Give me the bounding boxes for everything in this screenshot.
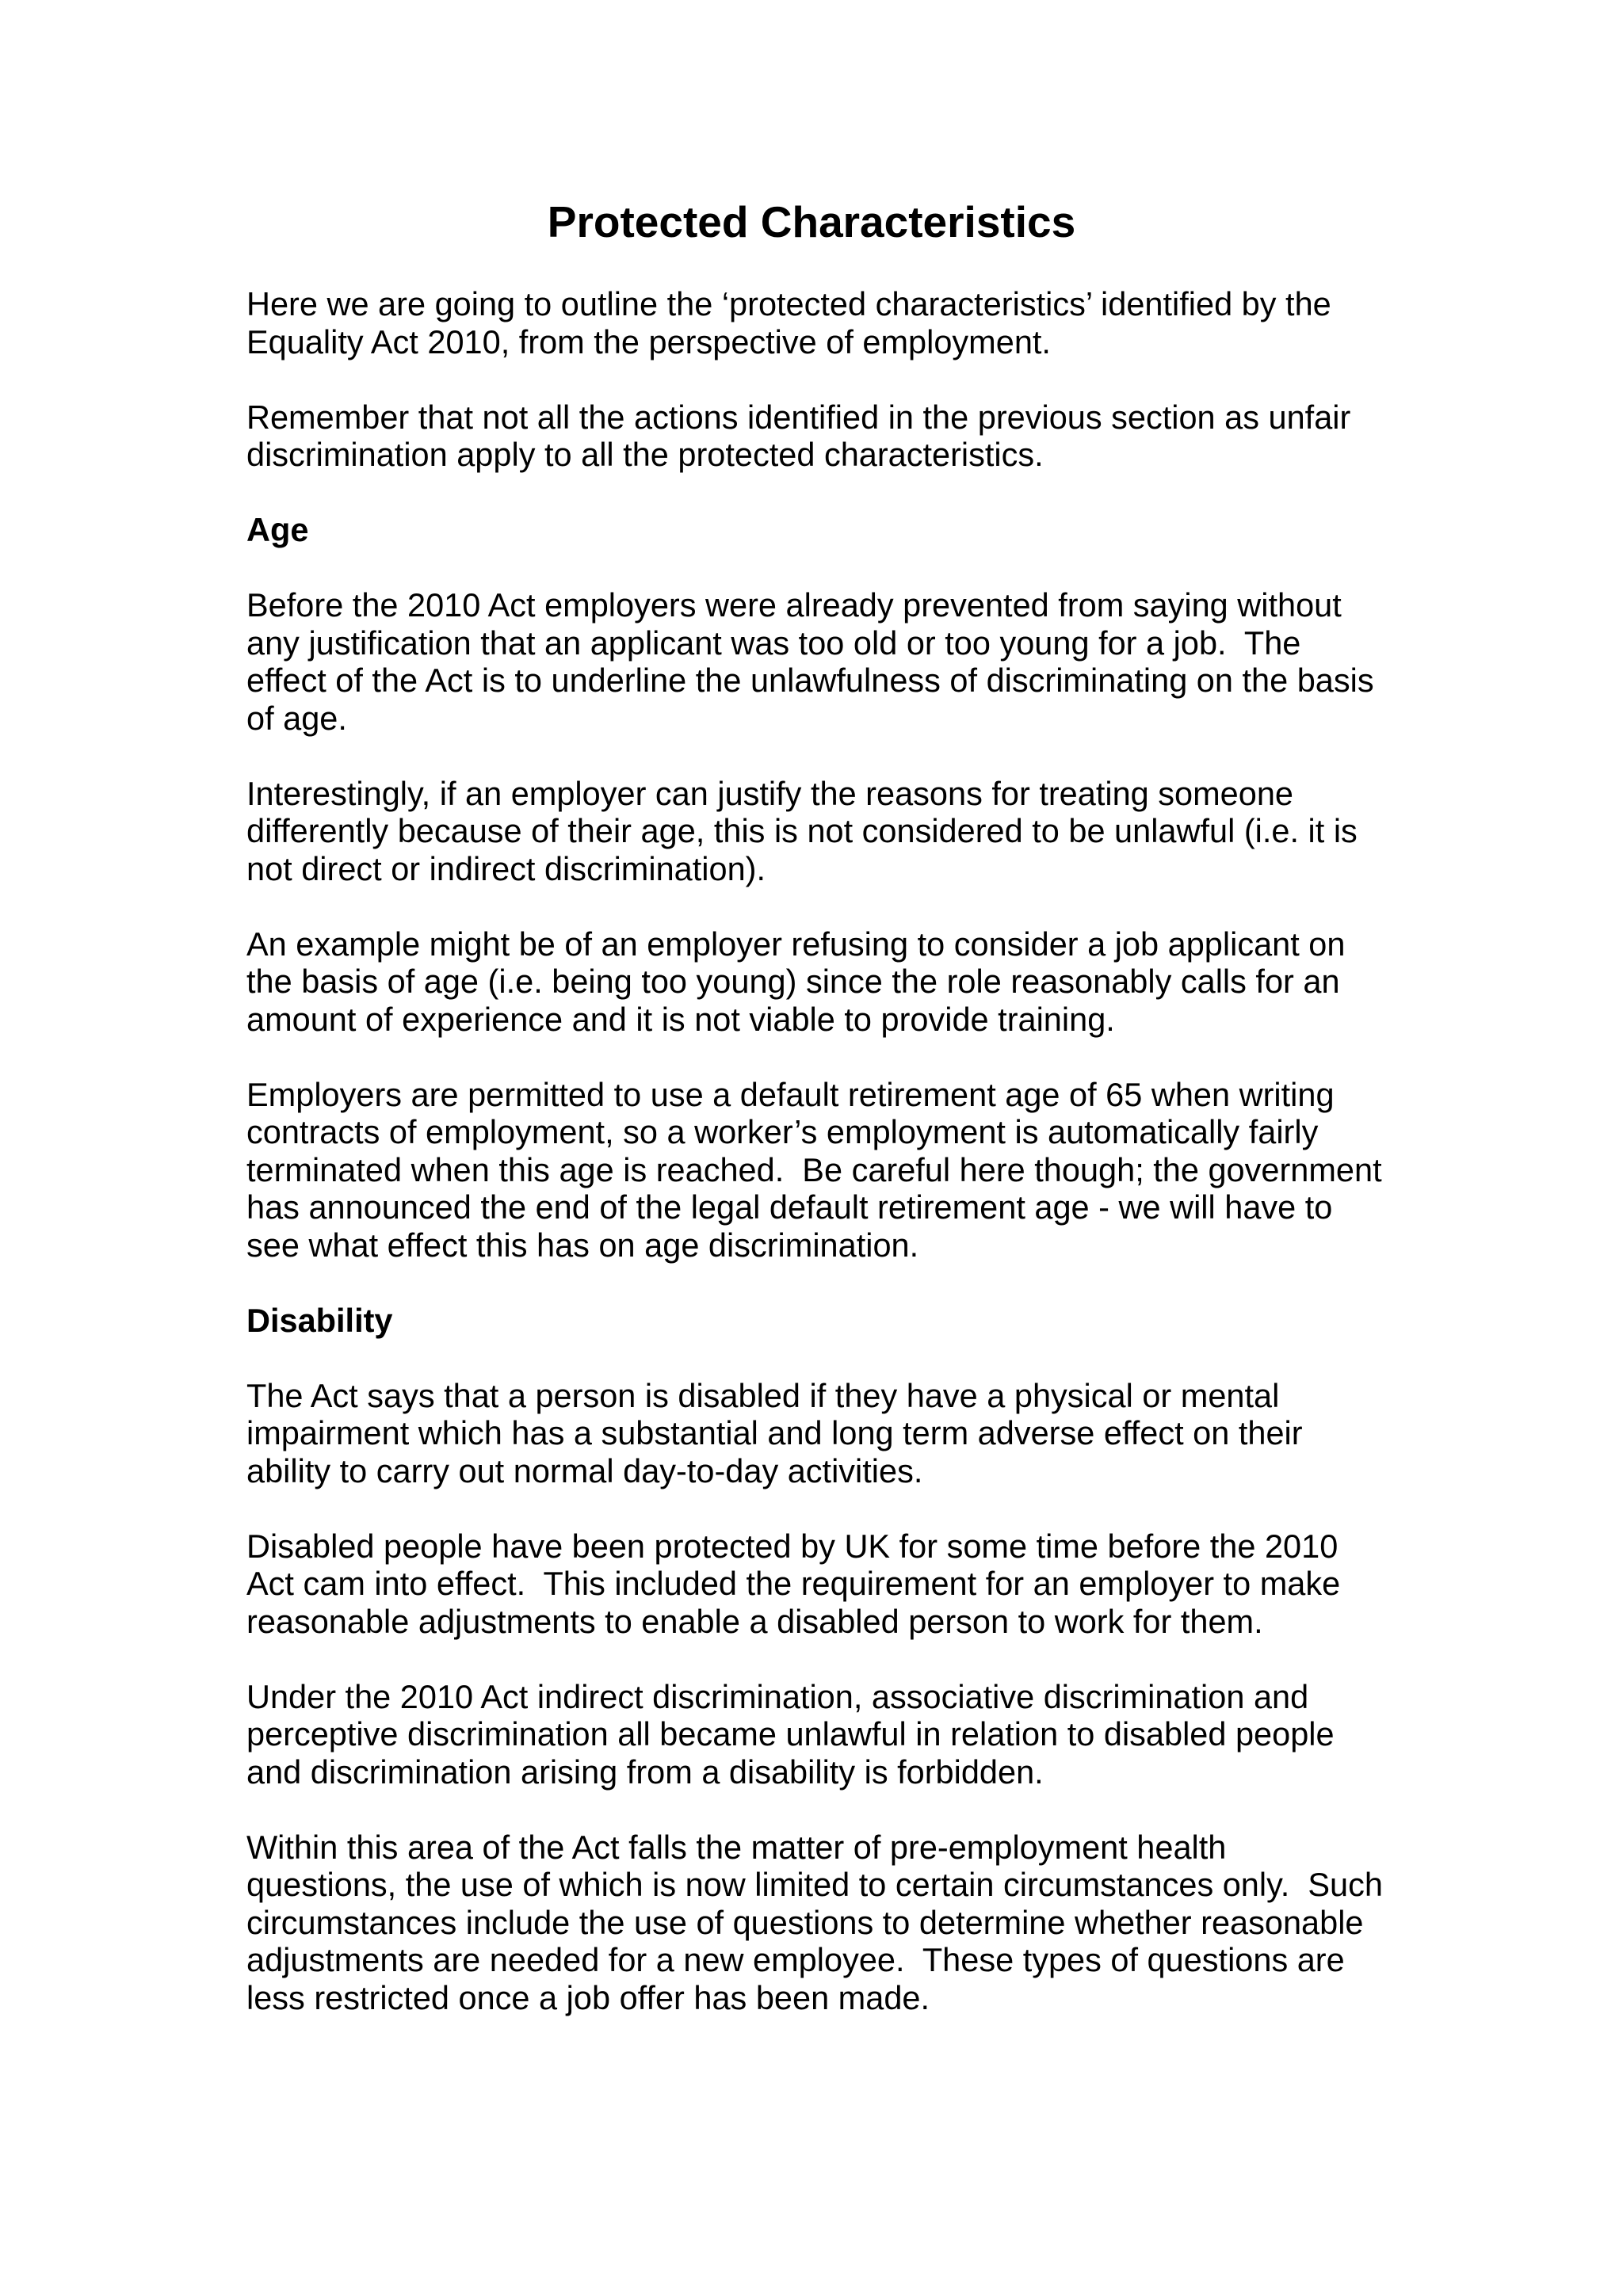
paragraph-line: circumstances include the use of questions to determine whether reasonable [246, 1903, 1364, 1941]
section-disability [246, 1302, 1403, 2017]
paragraph-line: any justification that an applicant was too old or too young for a job. The [246, 624, 1301, 662]
paragraph-line: amount of experience and it is not viable to provide training. [246, 1000, 1115, 1038]
paragraph-line: the basis of age (i.e. being too young) since the role reasonably calls for an [246, 963, 1340, 1000]
paragraph-line: Under the 2010 Act indirect discrimination, associative discrimination and [246, 1677, 1309, 1715]
paragraph [246, 285, 1403, 360]
paragraph [246, 775, 1403, 888]
paragraph-line: questions, the use of which is now limited to certain circumstances only. Such [246, 1866, 1383, 1903]
paragraph-line: effect of the Act is to underline the unlawfulness of discriminating on the basis [246, 662, 1374, 699]
paragraph-line: perceptive discrimination all became unlawful in relation to disabled people [246, 1715, 1335, 1753]
paragraph-line: reasonable adjustments to enable a disabled person to work for them. [246, 1602, 1263, 1640]
paragraph [246, 1076, 1403, 1264]
paragraph [246, 1829, 1403, 2017]
paragraph-line: Here we are going to outline the ‘protected characteristics’ identified by the [246, 285, 1331, 322]
paragraph-line: terminated when this age is reached. Be careful here though; the government [246, 1150, 1382, 1188]
paragraph [246, 399, 1403, 474]
paragraph-line: An example might be of an employer refusing to consider a job applicant on [246, 925, 1346, 963]
paragraph [246, 1527, 1403, 1641]
paragraph-line: discrimination apply to all the protected characteristics. [246, 436, 1044, 473]
paragraph-line: contracts of employment, so a worker’s employment is automatically fairly [246, 1113, 1319, 1150]
paragraph-line: impairment which has a substantial and long term adverse effect on their [246, 1414, 1303, 1451]
paragraph-line: adjustments are needed for a new employee. These types of questions are [246, 1941, 1345, 1978]
section-heading: Age [246, 511, 309, 548]
paragraph [246, 1678, 1403, 1791]
paragraph-line: Act cam into effect. This included the requirement for an employer to make [246, 1565, 1341, 1602]
page-title: Protected Characteristics [547, 197, 1076, 246]
paragraph-line: Before the 2010 Act employers were already prevented from saying without [246, 586, 1342, 624]
paragraph-line: Employers are permitted to use a default retirement age of 65 when writing [246, 1075, 1335, 1113]
paragraph [246, 925, 1403, 1039]
paragraph [246, 586, 1403, 737]
paragraph-line: Within this area of the Act falls the matter of pre-employment health [246, 1828, 1227, 1866]
intro-section [246, 285, 1403, 474]
section-age [246, 511, 1403, 1264]
paragraph-line: of age. [246, 699, 347, 737]
paragraph-line: differently because of their age, this is not considered to be unlawful (i.e. it is [246, 812, 1358, 849]
paragraph-line: Disabled people have been protected by UK for some time before the 2010 [246, 1527, 1338, 1565]
paragraph-line: Remember that not all the actions identified in the previous section as unfair [246, 398, 1351, 436]
paragraph-line: Equality Act 2010, from the perspective of employment. [246, 322, 1051, 360]
sections [246, 511, 1403, 2016]
paragraph [246, 1377, 1403, 1490]
paragraph-line: Interestingly, if an employer can justify the reasons for treating someone [246, 774, 1293, 812]
paragraph-line: ability to carry out normal day-to-day activities. [246, 1451, 923, 1489]
section-heading: Disability [246, 1301, 393, 1339]
document-body [246, 285, 1403, 2054]
paragraph-line: not direct or indirect discrimination). [246, 849, 766, 887]
paragraph-line: has announced the end of the legal default retirement age - we will have to [246, 1188, 1333, 1226]
paragraph-line: see what effect this has on age discrimination. [246, 1226, 919, 1264]
paragraph-line: and discrimination arising from a disability is forbidden. [246, 1753, 1044, 1791]
paragraph-line: The Act says that a person is disabled if they have a physical or mental [246, 1376, 1280, 1414]
paragraph-line: less restricted once a job offer has been made. [246, 1978, 930, 2016]
